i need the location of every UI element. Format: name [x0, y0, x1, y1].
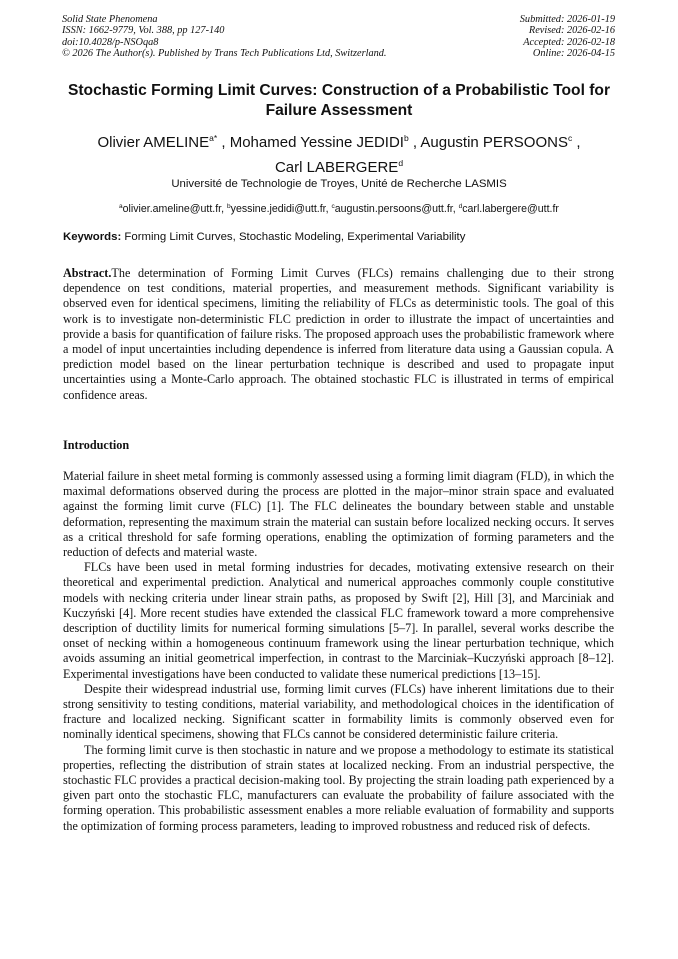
intro-paragraph-4: The forming limit curve is then stochastic in nature and we propose a methodology to estimate its statistical properties, reflecting the distribution of strain states at localized necking. From an industrial perspective, the stochastic FLC provides a practical decision-making tool. By projecting the strain loading path experienced by a given part onto the stochastic FLC, manufacturers can evaluate the probability of failure associated with the forming operation. This probabilistic assessment enables a more reliable evaluation of formability and supports the optimization of forming process parameters, leading to improved robustness and reduced risk of defects.	[63, 742, 614, 833]
email-separator: ,	[221, 203, 228, 215]
accepted-date: Accepted: 2026-02-18	[523, 36, 615, 48]
dates-header	[520, 14, 615, 60]
email-mark: d	[458, 203, 463, 210]
keywords	[63, 230, 617, 244]
introduction-body	[63, 469, 614, 834]
author-separator: ,	[217, 134, 230, 151]
author-affil-mark: c	[567, 133, 573, 143]
email-mark: a	[119, 203, 123, 210]
online-date: Online: 2026-04-15	[532, 48, 615, 60]
author-name: Mohamed Yessine JEDIDI	[229, 134, 404, 151]
issn-line: ISSN: 1662-9779, Vol. 388, pp 127-140	[62, 25, 225, 37]
email-separator: ,	[325, 203, 332, 215]
keywords-text: Forming Limit Curves, Stochastic Modeling, Experimental Variability	[121, 231, 466, 243]
author-affil-mark: d	[398, 158, 404, 168]
affiliation: Université de Technologie de Troyes, Unité de Recherche LASMIS	[171, 178, 507, 190]
author-name: Augustin PERSOONS	[420, 134, 568, 151]
email-separator: ,	[452, 203, 459, 215]
author-name: Olivier AMELINE	[97, 134, 210, 151]
email-mark: c	[331, 203, 335, 210]
keywords-label: Keywords:	[63, 231, 122, 243]
journal-name: Solid State Phenomena	[62, 14, 158, 25]
submitted-date: Submitted: 2026-01-19	[519, 14, 615, 25]
copyright-line: © 2026 The Author(s). Published by Trans Tech Publications Ltd, Switzerland.	[62, 48, 387, 60]
introduction-heading: Introduction	[63, 438, 130, 452]
author-separator: ,	[572, 134, 581, 151]
author-name: Carl LABERGERE	[274, 159, 399, 176]
abstract-paragraph	[63, 266, 614, 403]
intro-paragraph-2: FLCs have been used in metal forming industries for decades, motivating extensive research on their theoretical and experimental prediction. Analytical and numerical approaches commonly couple constitutive models with necking criteria under linear strain paths, as proposed by Swift [2], Hill [3], and Marciniak and Kuczyński [4]. More recent studies have extended the classical FLC framework toward a more comprehensive description of ductility limits for numerical forming simulations [5–7]. In parallel, several works describe the onset of necking within a homogeneous continuum framework using the linear perturbation technique, which avoids assuming an initial geometrical imperfection, in contrast to the Marciniak–Kuczyński approach [8–12]. Experimental investigations have been conducted to validate these numerical predictions [13–15].	[63, 560, 614, 681]
author-affil-mark: b	[403, 133, 409, 143]
revised-date: Revised: 2026-02-16	[528, 25, 615, 37]
email-mark: b	[227, 203, 231, 210]
author-affil-mark: a*	[209, 133, 218, 143]
author-separator: ,	[408, 134, 421, 151]
email-link[interactable]: carl.labergere@utt.fr	[462, 203, 559, 215]
abstract-label: Abstract.	[63, 266, 112, 280]
email-list	[40, 200, 638, 216]
intro-paragraph-1: Material failure in sheet metal forming is commonly assessed using a forming limit diagram (FLD), in which the maximal deformations observed during the process are plotted in the major–minor strain space and evaluated against the forming limit curve (FLC) [1]. The FLC delineates the boundary between stable and unstable deformation, representing the maximum strain the material can sustain before localized necking occurs. It serves as a critical threshold for safe forming operations, enabling the optimization of forming parameters and the reduction of defects and material waste.	[63, 469, 614, 560]
abstract-text: The determination of Forming Limit Curves (FLCs) remains challenging due to their strong dependence on test conditions, material properties, and measurement methods. Significant variability is observed even for identical specimens, limiting the reliability of FLCs as deterministic tools. The goal of this work is to investigate non-deterministic FLC prediction in order to illustrate the impact of uncertainties and provide a basis for quantification of failure risks. The proposed approach uses the probabilistic framework where a model of input uncertainties including dependence is inferred from literature data using a Gaussian copula. A prediction model based on the linear perturbation technique is described and used to propagate input uncertainties using a Monte-Carlo approach. The obtained stochastic FLC is illustrated in terms of empirical confidence areas.	[63, 266, 614, 402]
paper-title: Stochastic Forming Limit Curves: Construction of a Probabilistic Tool for Failure Assessment	[67, 82, 611, 119]
email-link[interactable]: olivier.ameline@utt.fr	[122, 203, 222, 215]
doi-line: doi:10.4028/p-NSOqa8	[62, 36, 159, 48]
intro-paragraph-3: Despite their widespread industrial use, forming limit curves (FLCs) have inherent limitations due to their strong sensitivity to testing conditions, material variability, and methodological choices in the identification of fracture and localized necking. Significant scatter in formability limits is commonly observed even for nominally identical specimens, showing that FLCs cannot be considered deterministic failure criteria.	[63, 681, 614, 742]
abstract	[63, 266, 614, 403]
journal-header	[62, 14, 386, 60]
email-link[interactable]: augustin.persoons@utt.fr	[334, 203, 453, 215]
author-list	[62, 128, 616, 178]
email-link[interactable]: yessine.jedidi@utt.fr	[230, 203, 326, 215]
